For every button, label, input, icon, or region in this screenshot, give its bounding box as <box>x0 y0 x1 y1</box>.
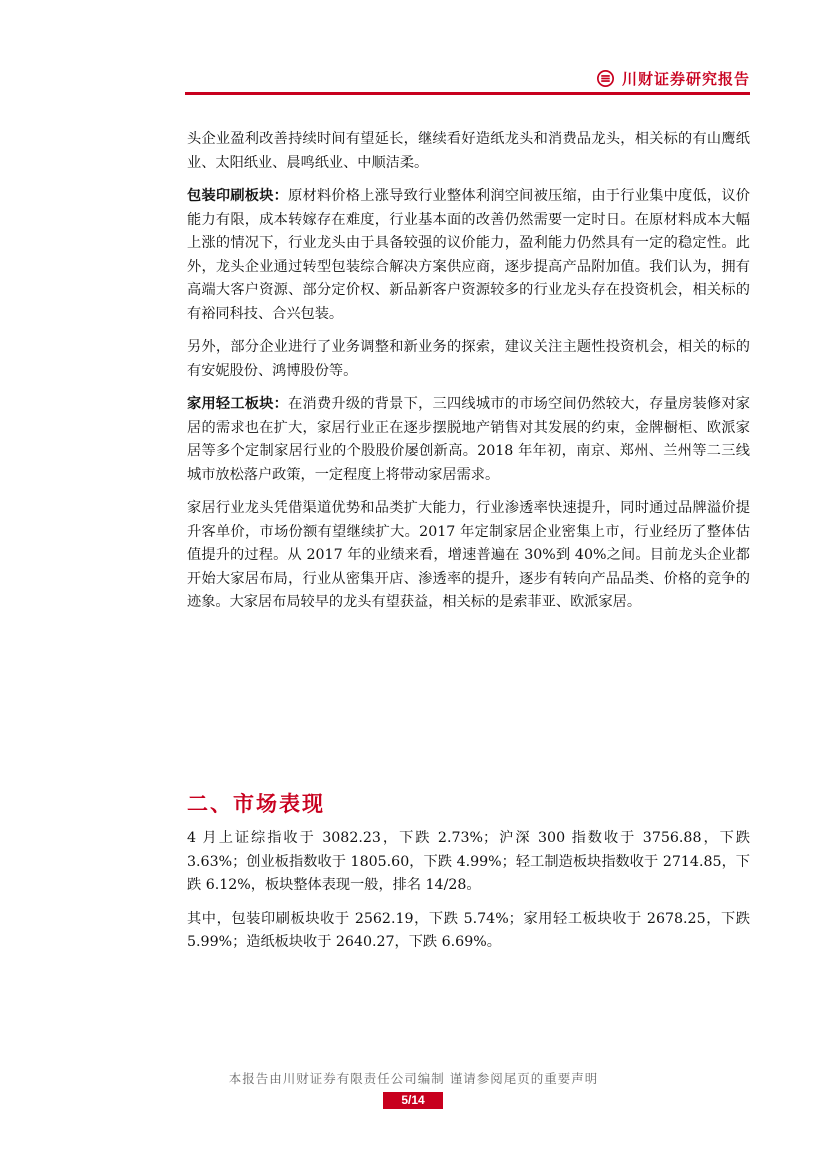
page-header <box>185 66 750 92</box>
packaging-label: 包装印刷板块： <box>187 188 289 204</box>
body-content <box>187 128 750 625</box>
footer-disclaimer: 本报告由川财证券有限责任公司编制 谨请参阅尾页的重要声明 <box>228 1071 599 1086</box>
header-divider <box>185 92 750 95</box>
paragraph-text: 家居行业龙头凭借渠道优势和品类扩大能力，行业渗透率快速提升，同时通过品牌溢价提升客单价，市场份额有望继续扩大。2017 年定制家居企业密集上市，行业经历了整体估值提升的过程。从 2017 年的业绩来看，增速普遍在 30%到 40%之间。目前龙头企业都开始大家居布局，行业从密集开店、渗透率的提升，逐步有转向产品品类、价格的竞争的迹象。大家居布局较早的龙头有望获益，相关标的是索菲亚、欧派家居。 <box>187 500 750 610</box>
paragraph-text: 其中，包装印刷板块收于 2562.19，下跌 5.74%；家用轻工板块收于 2678.25，下跌 5.99%；造纸板块收于 2640.27，下跌 6.69%。 <box>187 910 750 950</box>
paragraph-sector-indices <box>187 908 750 955</box>
paragraph-paper-targets <box>187 128 750 175</box>
paragraph-home-furnishing <box>187 393 750 487</box>
paragraph-text: 另外，部分企业进行了业务调整和新业务的探索，建议关注主题性投资机会，相关的标的有安妮股份、鸿博股份等。 <box>187 339 750 379</box>
paragraph-market-indices <box>187 827 750 898</box>
paragraph-text: 头企业盈利改善持续时间有望延长，继续看好造纸龙头和消费品龙头，相关标的有山鹰纸业、太阳纸业、晨鸣纸业、中顺洁柔。 <box>187 131 750 171</box>
brand-title: 川财证券研究报告 <box>621 70 750 88</box>
paragraph-text: 在消费升级的背景下，三四线城市的市场空间仍然较大，存量房装修对家居的需求也在扩大，家居行业正在逐步摆脱地产销售对其发展的约束，金牌橱柜、欧派家居等多个定制家居行业的个股股价屡创新高。2018 年年初，南京、郑州、兰州等二三线城市放松落户政策，一定程度上将带动家居需求。 <box>187 396 750 483</box>
chuancai-logo-icon <box>597 70 614 87</box>
paragraph-home-leaders <box>187 497 750 615</box>
paragraph-text: 4 月上证综指收于 3082.23，下跌 2.73%；沪深 300 指数收于 3756.88，下跌 3.63%；创业板指数收于 1805.60，下跌 4.99%；轻工制造板块指数收于 2714.85，下跌 6.12%，板块整体表现一般，排名 14/28。 <box>187 830 750 893</box>
paragraph-packaging <box>187 185 750 326</box>
brand-block <box>597 68 750 89</box>
paragraph-text: 原材料价格上涨导致行业整体利润空间被压缩，由于行业集中度低，议价能力有限，成本转嫁存在难度，行业基本面的改善仍然需要一定时日。在原材料成本大幅上涨的情况下，行业龙头由于具备较强的议价能力，盈利能力仍然具有一定的稳定性。此外，龙头企业通过转型包装综合解决方案供应商，逐步提高产品附加值。我们认为，拥有高端大客户资源、部分定价权、新品新客户资源较多的行业龙头存在投资机会，相关标的有裕同科技、合兴包装。 <box>187 188 750 322</box>
market-content <box>187 827 750 965</box>
page-number: 5/14 <box>383 1092 443 1109</box>
home-furnishing-label: 家用轻工板块： <box>187 396 289 412</box>
paragraph-other-companies <box>187 336 750 383</box>
section-title: 二、市场表现 <box>187 792 325 816</box>
